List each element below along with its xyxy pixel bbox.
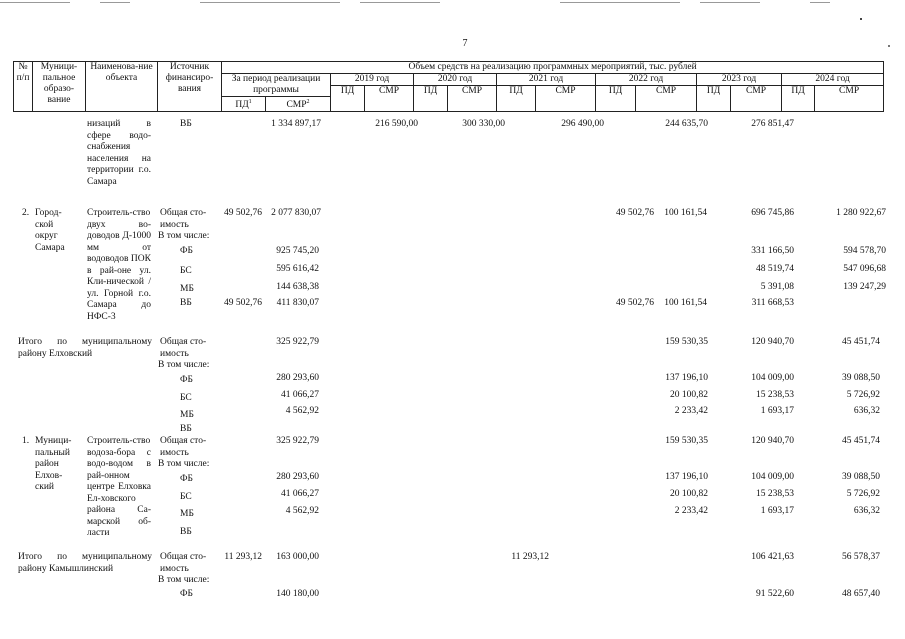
cont-source: ВБ (180, 119, 192, 129)
page-top-edge (0, 0, 905, 1)
item2-fb-smr: 925 745,20 (276, 246, 319, 256)
item1-mb-2023: 1 693,17 (760, 506, 794, 516)
page-number: 7 (462, 38, 468, 49)
cont-2020-smr: 300 330,00 (462, 119, 505, 129)
header-pd: ПД (331, 86, 365, 112)
kamyshlinsky-fb-2023: 91 522,60 (756, 589, 794, 599)
item2-source-fb: ФБ (180, 246, 193, 256)
item2-source-bs: БС (180, 266, 192, 276)
item2-2022-pd: 49 502,76 (616, 208, 654, 218)
item2-source-mb: МБ (180, 284, 194, 294)
speck (860, 18, 862, 20)
kamyshlinsky-fb-smr: 140 180,00 (276, 589, 319, 599)
item2-vb-2022-pd: 49 502,76 (616, 298, 654, 308)
header-year: 2023 год (697, 74, 782, 86)
item2-source-incl: В том числе: (158, 231, 210, 241)
table-header (13, 61, 884, 112)
item2-2022-smr: 100 161,54 (664, 208, 707, 218)
item1-source-total: Общая сто-имость (160, 436, 207, 458)
item1-fb-smr: 280 293,60 (276, 472, 319, 482)
item2-bs-smr: 595 616,42 (276, 264, 319, 274)
header-period: За период реализации программы (222, 74, 331, 97)
header-period-smr: СМР$^2$ (266, 97, 331, 112)
cont-2022-smr: 244 635,70 (665, 119, 708, 129)
item2-source-total: Общая сто-имость (160, 208, 207, 230)
kamyshlinsky-2021-pd: 11 293,12 (511, 552, 549, 562)
elkhovsky-total-smr: 325 922,79 (276, 337, 319, 347)
header-municipality: Муници-пальное образо-вание (33, 62, 86, 112)
item1-total-2023: 120 940,70 (751, 436, 794, 446)
header-smr: СМР (731, 86, 782, 112)
item2-vb-pd: 49 502,76 (224, 298, 262, 308)
item2-source-vb: ВБ (180, 298, 192, 308)
header-pd: ПД (497, 86, 536, 112)
item2-municipality: Город-ской округ Самара (35, 208, 65, 253)
cont-2023-smr: 276 851,47 (751, 119, 794, 129)
item1-fb-2022: 137 196,10 (665, 472, 708, 482)
header-year: 2021 год (497, 74, 596, 86)
item2-mb-2023: 5 391,08 (760, 282, 794, 292)
item2-object: Строитель-ство двух во-доводов Д-1000 мм от водоводов ПОК в рай-оне ул. Кли-нической / ул. Горной г.о. Самара до НФС-3 (87, 208, 151, 322)
kamyshlinsky-source-incl: В том числе: (158, 575, 210, 585)
item2-bs-2023: 48 519,74 (756, 264, 794, 274)
elkhovsky-source-bs: БС (180, 393, 192, 403)
elkhovsky-source-incl: В том числе: (158, 360, 210, 370)
header-smr: СМР (365, 86, 414, 112)
item1-mb-2022: 2 233,42 (674, 506, 708, 516)
item2-fb-2023: 331 166,50 (751, 246, 794, 256)
item1-total-smr: 325 922,79 (276, 436, 319, 446)
header-pd: ПД (782, 86, 815, 112)
item2-total-pd: 49 502,76 (224, 208, 262, 218)
elkhovsky-source-mb: МБ (180, 410, 194, 420)
elkhovsky-fb-2022: 137 196,10 (665, 373, 708, 383)
header-smr: СМР (636, 86, 697, 112)
kamyshlinsky-total-smr: 163 000,00 (276, 552, 319, 562)
item1-municipality: Муници-пальный район Елхов-ский (35, 436, 72, 492)
elkhovsky-bs-2024: 5 726,92 (846, 390, 880, 400)
elkhovsky-mb-smr: 4 562,92 (285, 406, 319, 416)
kamyshlinsky-source-total: Общая сто-имость (160, 552, 207, 574)
item1-source-fb: ФБ (180, 474, 193, 484)
header-year: 2020 год (414, 74, 497, 86)
item2-2023-smr: 696 745,86 (751, 208, 794, 218)
cont-total-smr: 1 334 897,17 (271, 119, 321, 129)
kamyshlinsky-source-fb: ФБ (180, 589, 193, 599)
elkhovsky-total-title: Итого по муниципальному району Елховский (18, 337, 152, 359)
item2-vb-2022-smr: 100 161,54 (664, 298, 707, 308)
kamyshlinsky-total-pd: 11 293,12 (224, 552, 262, 562)
header-pd: ПД (414, 86, 448, 112)
header-volume: Объем средств на реализацию программных мероприятий, тыс. рублей (222, 62, 884, 74)
elkhovsky-bs-smr: 41 066,27 (281, 390, 319, 400)
header-year: 2019 год (331, 74, 414, 86)
cont-2021-smr: 296 490,00 (561, 119, 604, 129)
item2-num: 2. (22, 208, 30, 218)
item1-fb-2024: 39 088,50 (842, 472, 880, 482)
kamyshlinsky-total-2024: 56 578,37 (842, 552, 880, 562)
item1-source-incl: В том числе: (158, 459, 210, 469)
elkhovsky-fb-2023: 104 009,00 (751, 373, 794, 383)
header-year: 2024 год (782, 74, 884, 86)
item1-bs-2023: 15 238,53 (756, 489, 794, 499)
item1-bs-smr: 41 066,27 (281, 489, 319, 499)
elkhovsky-source-total: Общая сто-имость (160, 337, 207, 359)
item1-total-2022: 159 530,35 (665, 436, 708, 446)
cont-object: низаций в сфере водо-снабжения населения на территории г.о. Самара (87, 119, 151, 187)
elkhovsky-fb-smr: 280 293,60 (276, 373, 319, 383)
elkhovsky-source-vb: ВБ (180, 424, 192, 434)
item2-2024-smr: 1 280 922,67 (836, 208, 886, 218)
item2-total-smr: 2 077 830,07 (271, 208, 321, 218)
elkhovsky-total-2023: 120 940,70 (751, 337, 794, 347)
item1-num: 1. (22, 436, 30, 446)
elkhovsky-fb-2024: 39 088,50 (842, 373, 880, 383)
elkhovsky-mb-2024: 636,32 (853, 406, 880, 416)
header-pd: ПД (697, 86, 731, 112)
header-period-pd: $ПД^1$ (222, 97, 266, 112)
item2-mb-2024: 139 247,29 (843, 282, 886, 292)
item1-bs-2022: 20 100,82 (670, 489, 708, 499)
elkhovsky-mb-2022: 2 233,42 (674, 406, 708, 416)
header-smr: СМР (536, 86, 596, 112)
item2-fb-2024: 594 578,70 (843, 246, 886, 256)
elkhovsky-total-2024: 45 451,74 (842, 337, 880, 347)
item2-vb-2023: 311 668,53 (751, 298, 794, 308)
header-year: 2022 год (596, 74, 697, 86)
header-smr: СМР (815, 86, 884, 112)
header-pd: ПД (596, 86, 636, 112)
item1-source-bs: БС (180, 492, 192, 502)
item1-bs-2024: 5 726,92 (846, 489, 880, 499)
item2-vb-smr: 411 830,07 (276, 298, 319, 308)
header-smr: СМР (448, 86, 497, 112)
item1-source-vb: ВБ (180, 527, 192, 537)
item2-mb-smr: 144 638,38 (276, 282, 319, 292)
item1-total-2024: 45 451,74 (842, 436, 880, 446)
kamyshlinsky-total-2023: 106 421,63 (751, 552, 794, 562)
elkhovsky-total-2022: 159 530,35 (665, 337, 708, 347)
elkhovsky-source-fb: ФБ (180, 375, 193, 385)
item1-mb-smr: 4 562,92 (285, 506, 319, 516)
speck (888, 45, 890, 47)
header-object: Наименова-ние объекта (86, 62, 158, 112)
header-num: № п/п (14, 62, 33, 112)
elkhovsky-bs-2022: 20 100,82 (670, 390, 708, 400)
kamyshlinsky-fb-2024: 48 657,40 (842, 589, 880, 599)
kamyshlinsky-total-title: Итого по муниципальному району Камышлинский (18, 552, 152, 574)
item1-source-mb: МБ (180, 509, 194, 519)
item1-object: Строитель-ство водоза-бора с водо-водом в рай-онном центре Елховка Ел-ховского района Са-марской об-ласти (87, 436, 151, 538)
cont-2019-smr: 216 590,00 (375, 119, 418, 129)
elkhovsky-mb-2023: 1 693,17 (760, 406, 794, 416)
item1-fb-2023: 104 009,00 (751, 472, 794, 482)
item1-mb-2024: 636,32 (853, 506, 880, 516)
elkhovsky-bs-2023: 15 238,53 (756, 390, 794, 400)
header-source: Источник финансиро-вания (158, 62, 222, 112)
item2-bs-2024: 547 096,68 (843, 264, 886, 274)
